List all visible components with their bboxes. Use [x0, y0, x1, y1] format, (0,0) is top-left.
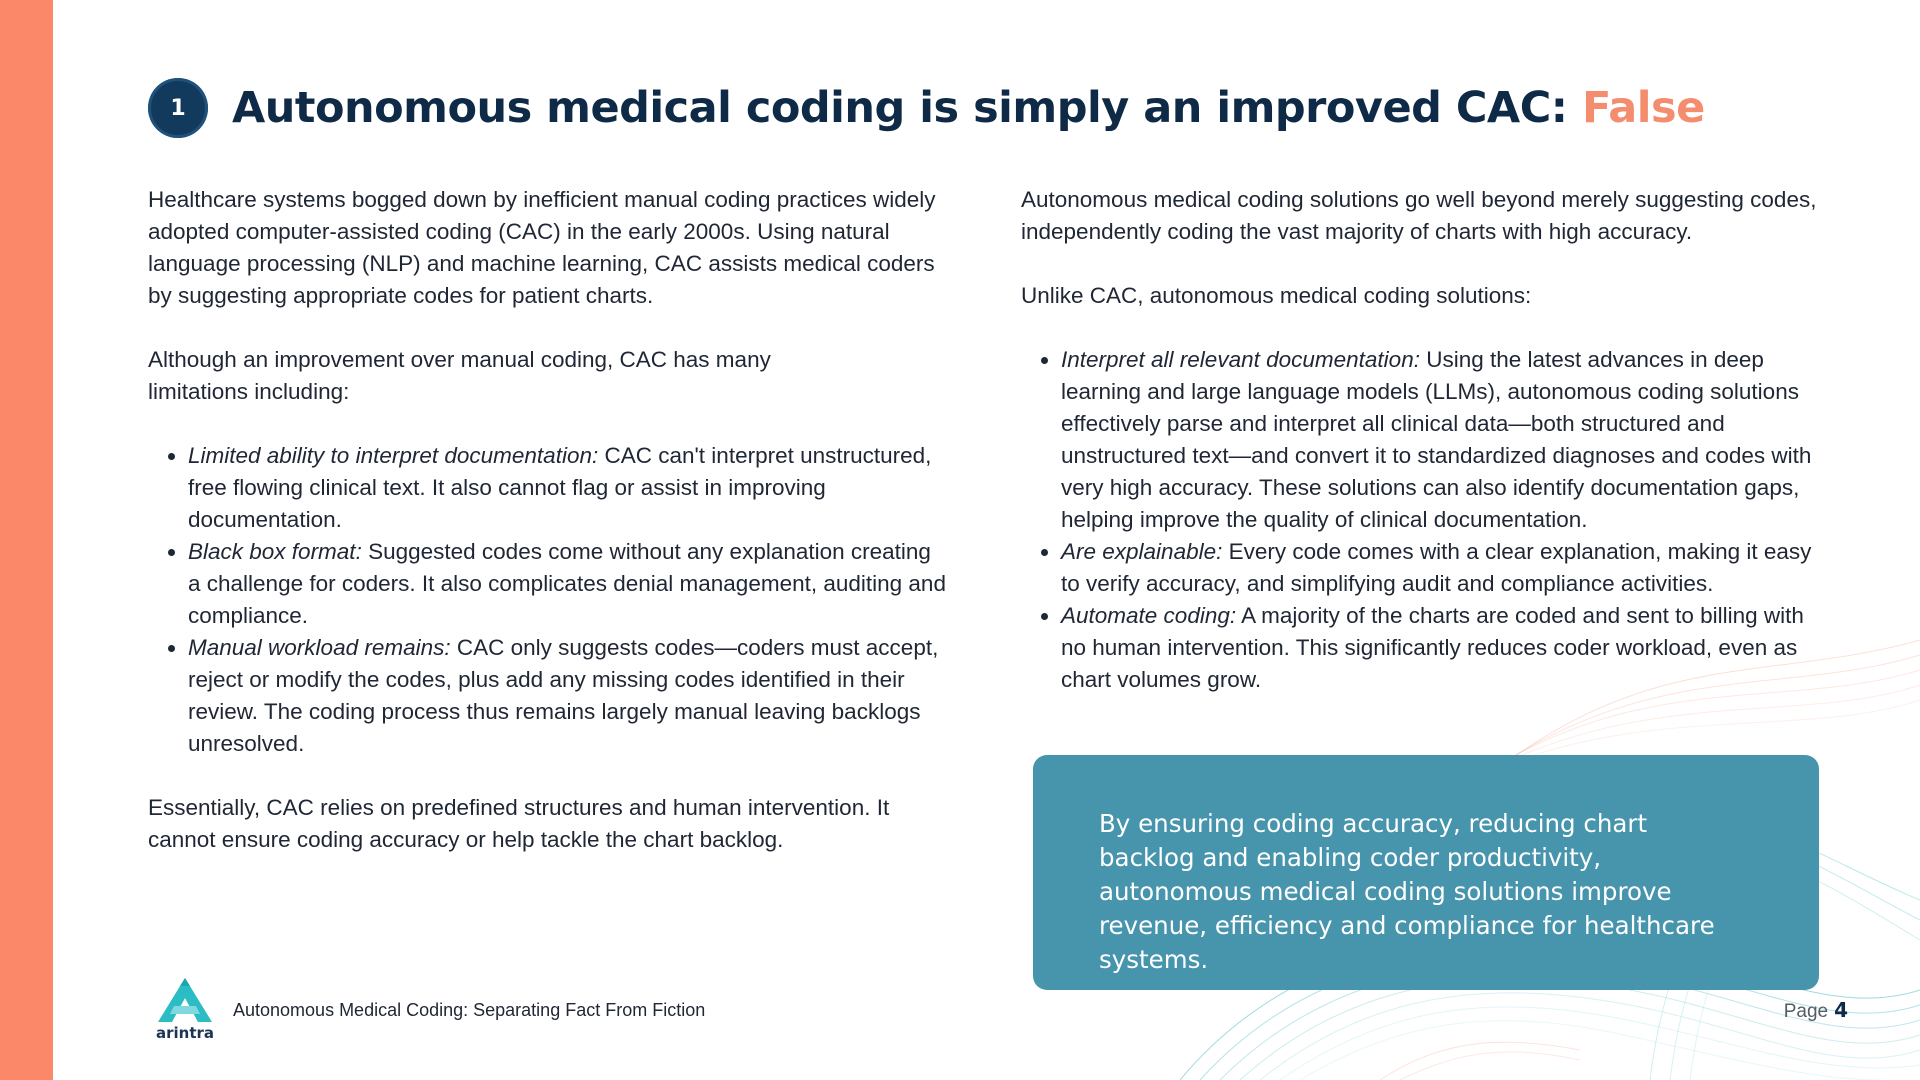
bullet-term: Automate coding:	[1061, 603, 1237, 628]
bullet-term: Limited ability to interpret documentation:	[188, 443, 599, 468]
limitations-intro-paragraph: Although an improvement over manual coding, CAC has many limitations including:	[148, 347, 771, 404]
bullet-text: Using the latest advances in deep learning and large language models (LLMs), autonomous coding solutions effectively parse and interpret all clinical data—both structured and unstructured text—and convert it to standardized diagnoses and codes with very high accuracy. These solutions can also identify documentation gaps, helping improve the quality of clinical documentation.	[1061, 347, 1812, 532]
benefits-list	[1021, 344, 1821, 696]
list-item	[1061, 600, 1821, 696]
callout-text: By ensuring coding accuracy, reducing chart backlog and enabling coder productivity, autonomous medical coding solutions improve revenue, efficiency and compliance for healthcare systems.	[1099, 809, 1715, 974]
logo-wordmark: arintra	[155, 1024, 215, 1042]
title-text: Autonomous medical coding is simply an improved CAC:	[232, 83, 1568, 133]
bullet-text: A majority of the charts are coded and sent to billing with no human intervention. This significantly reduces coder workload, even as chart volumes grow.	[1061, 603, 1804, 692]
list-item	[188, 632, 948, 760]
bullet-term: Are explainable:	[1061, 539, 1223, 564]
unlike-cac-paragraph: Unlike CAC, autonomous medical coding solutions:	[1021, 283, 1532, 308]
bullet-term: Manual workload remains:	[188, 635, 451, 660]
summary-callout-box	[1033, 755, 1819, 990]
bullet-text: CAC only suggests codes—coders must accept, reject or modify the codes, plus add any missing codes identified in their review. The coding process thus remains largely manual leaving backlogs unresolved.	[188, 635, 939, 756]
right-intro-paragraph: Autonomous medical coding solutions go well beyond merely suggesting codes, independently coding the vast majority of charts with high accuracy.	[1021, 187, 1817, 244]
bullet-text: Suggested codes come without any explanation creating a challenge for coders. It also complicates denial management, auditing and compliance.	[188, 539, 946, 628]
page-label: Page	[1783, 1001, 1829, 1022]
title-verdict: False	[1581, 83, 1705, 133]
arintra-logo-icon	[150, 976, 220, 1026]
list-item	[1061, 344, 1821, 536]
list-item	[188, 536, 948, 632]
page-number-value: 4	[1834, 998, 1848, 1022]
right-column	[1021, 184, 1821, 728]
accent-side-bar	[0, 0, 53, 1080]
bullet-term: Black box format:	[188, 539, 362, 564]
list-item	[188, 440, 948, 536]
bullet-text: CAC can't interpret unstructured, free flowing clinical text. It also cannot flag or assist in improving documentation.	[188, 443, 932, 532]
left-intro-paragraph: Healthcare systems bogged down by inefficient manual coding practices widely adopted computer-assisted coding (CAC) in the early 2000s. Using natural language processing (NLP) and machine learning, CAC assists medical coders by suggesting appropriate codes for patient charts.	[148, 187, 936, 308]
arintra-logo	[150, 976, 220, 1042]
bullet-term: Interpret all relevant documentation:	[1061, 347, 1420, 372]
footer-document-title: Autonomous Medical Coding: Separating Fact From Fiction	[233, 1000, 706, 1020]
page-number	[1784, 998, 1848, 1023]
left-conclusion-paragraph: Essentially, CAC relies on predefined structures and human intervention. It cannot ensure coding accuracy or help tackle the chart backlog.	[148, 795, 890, 852]
list-item	[1061, 536, 1821, 600]
slide-title	[232, 83, 1705, 133]
left-column	[148, 184, 948, 888]
limitations-list	[148, 440, 948, 760]
section-number-badge: 1	[148, 78, 208, 138]
bullet-text: Every code comes with a clear explanation, making it easy to verify accuracy, and simplifying audit and compliance activities.	[1061, 539, 1812, 596]
slide-header	[148, 78, 1705, 138]
